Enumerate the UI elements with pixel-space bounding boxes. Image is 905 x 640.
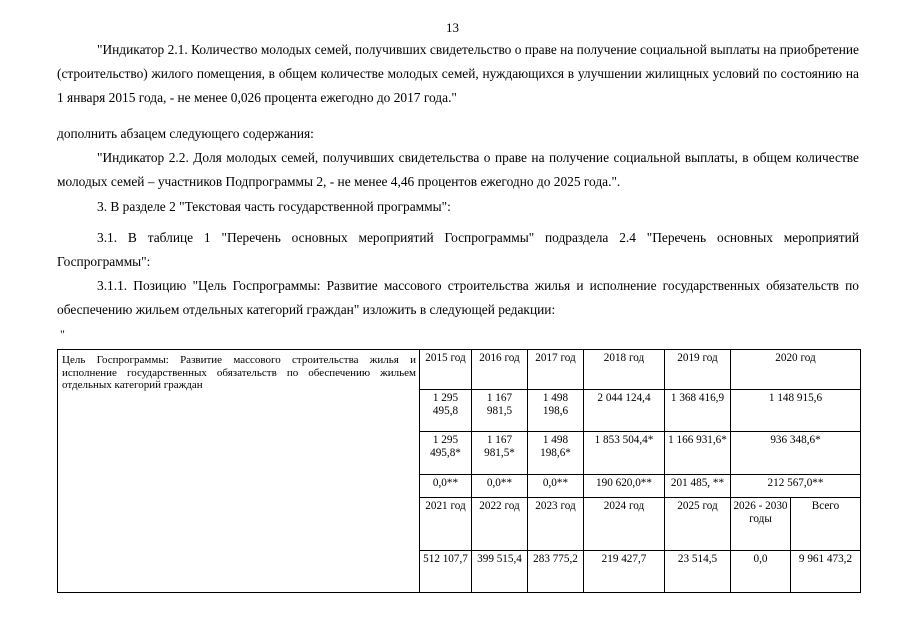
value-cell: 0,0 [731,551,791,593]
paragraph-table-1: 3.1. В таблице 1 "Перечень основных мероприятий Госпрограммы" подраздела 2.4 "Перечень основных мероприятий Госпрограммы": [57,230,859,269]
value-cell: 2 044 124,4 [584,390,665,432]
year-header-cell: 2017 год [528,350,584,390]
paragraph-indicator-2-2: "Индикатор 2.2. Доля молодых семей, получивших свидетельства о праве на получение социальной выплаты, в общем количестве молодых семей – участников Подпрограммы 2, - не менее 4,46 процентов ежегодно до 2025 года.". [57,150,859,189]
value-cell: 219 427,7 [584,551,665,593]
value-cell: 1 167 981,5 [472,390,528,432]
year-header-cell: 2024 год [584,498,665,551]
value-cell: 212 567,0** [731,475,861,498]
quote-open-mark: " [60,327,65,341]
value-cell: 1 853 504,4* [584,432,665,475]
value-cell: 1 368 416,9 [665,390,731,432]
year-header-cell: 2025 год [665,498,731,551]
value-cell: 512 107,7 [420,551,472,593]
value-cell: 0,0** [472,475,528,498]
value-cell: 1 167 981,5* [472,432,528,475]
value-cell: 201 485, ** [665,475,731,498]
value-cell: 0,0** [528,475,584,498]
value-cell: 1 295 495,8* [420,432,472,475]
paragraph-section-2: 3. В разделе 2 "Текстовая часть государственной программы": [97,199,451,214]
year-header-cell: 2018 год [584,350,665,390]
paragraph-position-3-1-1: 3.1.1. Позицию "Цель Госпрограммы: Развитие массового строительства жилья и исполнение государственных обязательств по обеспечению жильем отдельных категорий граждан" изложить в следующей редакции: [57,278,859,317]
goal-cell: Цель Госпрограммы: Развитие массового строительства жилья и исполнение государственных обязательств по обеспечению жильем отдельных категорий граждан [58,350,420,593]
year-header-cell: 2020 год [731,350,861,390]
value-cell: 399 515,4 [472,551,528,593]
year-header-cell: 2019 год [665,350,731,390]
program-goal-table [57,349,861,593]
year-header-cell: 2021 год [420,498,472,551]
year-header-cell: 2022 год [472,498,528,551]
value-cell: 0,0** [420,475,472,498]
total-value-cell: 9 961 473,2 [791,551,861,593]
value-cell: 936 348,6* [731,432,861,475]
year-header-cell: 2023 год [528,498,584,551]
year-header-cell: 2016 год [472,350,528,390]
value-cell: 190 620,0** [584,475,665,498]
value-cell: 23 514,5 [665,551,731,593]
value-cell: 1 148 915,6 [731,390,861,432]
total-header-cell: Всего [791,498,861,551]
year-header-cell: 2026 - 2030 годы [731,498,791,551]
value-cell: 283 775,2 [528,551,584,593]
value-cell: 1 295 495,8 [420,390,472,432]
value-cell: 1 498 198,6* [528,432,584,475]
paragraph-indicator-2-1: "Индикатор 2.1. Количество молодых семей, получивших свидетельство о праве на получение социальной выплаты на приобретение (строительство) жилого помещения, в общем количестве молодых семей, нуждающихся в улучшении жилищных условий по состоянию на 1 января 2015 года, - не менее 0,026 процента ежегодно до 2017 года." [57,42,859,105]
page-number: 13 [446,20,459,35]
paragraph-supplement: дополнить абзацем следующего содержания: [57,126,314,141]
value-cell: 1 498 198,6 [528,390,584,432]
year-header-cell: 2015 год [420,350,472,390]
value-cell: 1 166 931,6* [665,432,731,475]
